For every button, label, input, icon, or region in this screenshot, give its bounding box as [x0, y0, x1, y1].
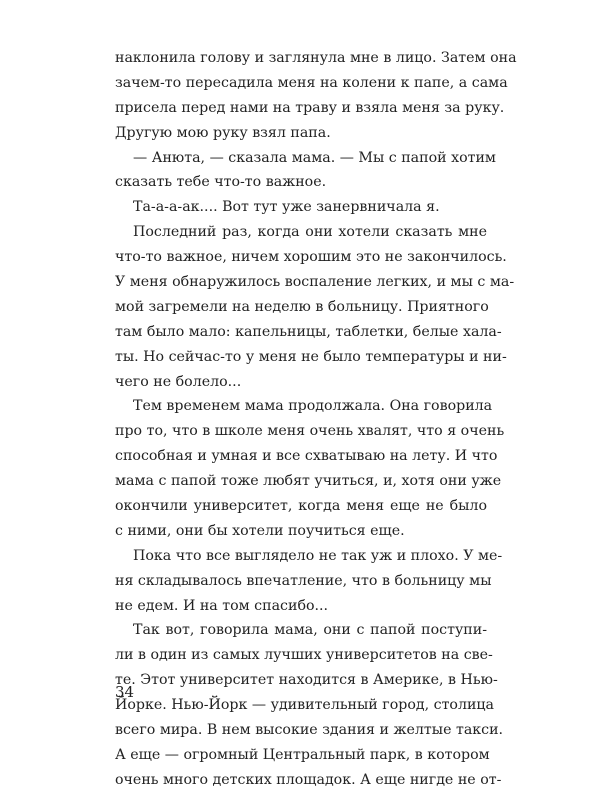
text-line: Йорке. Нью-Йорк — удивительный город, столица [115, 697, 495, 714]
text-line: зачем-то пересадила меня на колени к папе, а сама [115, 74, 508, 91]
text-line: присела перед нами на траву и взяла меня за руку. [115, 99, 505, 116]
text-line: ты. Но сейчас-то у меня не было температуры и ни- [115, 348, 507, 365]
text-line: Последний раз, когда они хотели сказать мне [133, 224, 487, 241]
text-line: чего не болело... [115, 373, 242, 390]
page-number: 34 [115, 683, 135, 701]
text-line: с ними, они бы хотели поучиться еще. [115, 522, 405, 539]
text-line: очень много детских площадок. А еще нигде не от- [115, 771, 502, 788]
text-line: — Анюта, — сказала мама. — Мы с папой хотим [133, 149, 496, 166]
text-line: всего мира. В нем высокие здания и желтые такси. [115, 722, 504, 739]
text-line: наклонила голову и заглянула мне в лицо. Затем она [115, 50, 517, 66]
text-line: Другую мою руку взял папа. [115, 124, 331, 141]
body-text [115, 46, 517, 793]
text-line: не едем. И на том спасибо... [115, 597, 329, 614]
text-line: А еще — огромный Центральный парк, в котором [115, 746, 490, 763]
text-line: У меня обнаружилось воспаление легких, и мы с ма- [115, 274, 515, 291]
text-line: Тем временем мама продолжала. Она говорила [133, 398, 493, 415]
text-line: Та-а-а-ак.... Вот тут уже занервничала я. [133, 199, 440, 216]
text-line: сказать тебе что-то важное. [115, 174, 327, 191]
text-line: ня складывалось впечатление, что в больницу мы [115, 572, 492, 589]
text-line: Так вот, говорила мама, они с папой поступи- [133, 622, 487, 639]
text-line: способная и умная и все схватываю на лету. И что [115, 448, 498, 465]
text-line: Пока что все выглядело не так уж и плохо. У ме- [133, 547, 503, 564]
text-line: мама с папой тоже любят учиться, и, хотя они уже [115, 473, 502, 490]
text-line: про то, что в школе меня очень хвалят, что я очень [115, 423, 505, 440]
text-line: что-то важное, ничем хорошим это не закончилось. [115, 249, 507, 266]
text-line: ли в один из самых лучших университетов на све- [115, 647, 493, 664]
text-line: мой загремели на неделю в больницу. Приятного [115, 298, 489, 315]
text-line: окончили университет, когда меня еще не было [115, 498, 487, 515]
text-line: там было мало: капельницы, таблетки, белые хала- [115, 323, 502, 340]
text-line: те. Этот университет находится в Америке, в Нью- [115, 672, 498, 689]
